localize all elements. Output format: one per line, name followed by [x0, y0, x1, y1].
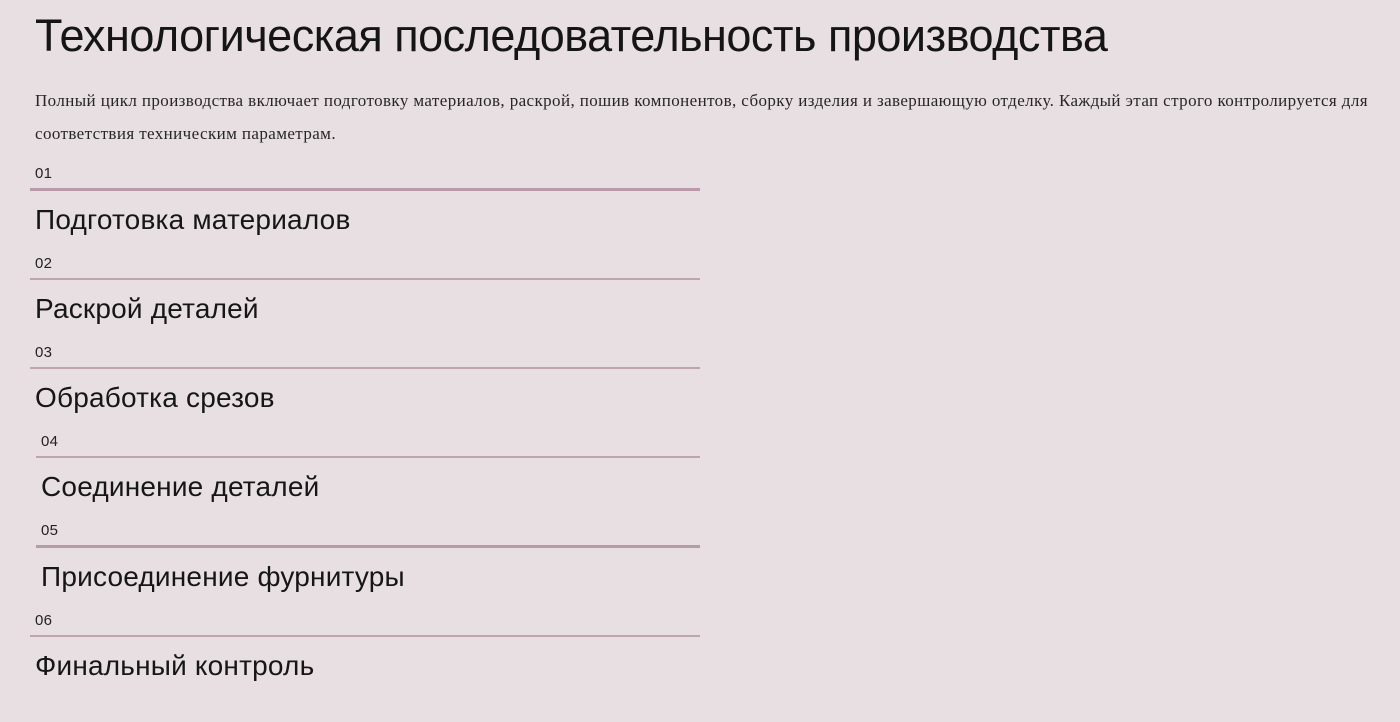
process-step-3	[30, 345, 700, 413]
step-title: Обработка срезов	[35, 381, 275, 413]
step-title: Финальный контроль	[35, 649, 315, 681]
step-divider-line	[30, 367, 700, 369]
page-title: Технологическая последовательность производства	[35, 10, 1108, 61]
step-divider-line	[36, 545, 700, 548]
process-step-6	[30, 613, 700, 681]
step-title: Соединение деталей	[41, 470, 320, 502]
step-number: 04	[41, 432, 59, 450]
step-divider-line	[30, 278, 700, 280]
step-title: Раскрой деталей	[35, 292, 259, 324]
process-step-2	[30, 256, 700, 324]
process-step-5	[36, 523, 700, 592]
step-title: Подготовка материалов	[35, 203, 351, 235]
step-number: 05	[41, 521, 59, 539]
step-number: 06	[35, 611, 53, 629]
step-number: 02	[35, 254, 53, 272]
step-number: 03	[35, 343, 53, 361]
page-description: Полный цикл производства включает подготовку материалов, раскрой, пошив компонентов, сборку изделия и завершающую отделку. Каждый этап строго контролируется для соответствия техническим параметрам.	[35, 90, 1368, 143]
process-steps-list	[30, 166, 700, 681]
step-title: Присоединение фурнитуры	[41, 560, 405, 592]
process-step-1	[30, 166, 700, 235]
step-number: 01	[35, 164, 53, 182]
process-step-4	[36, 434, 700, 502]
step-divider-line	[36, 456, 700, 458]
step-divider-line	[30, 188, 700, 191]
step-divider-line	[30, 635, 700, 637]
